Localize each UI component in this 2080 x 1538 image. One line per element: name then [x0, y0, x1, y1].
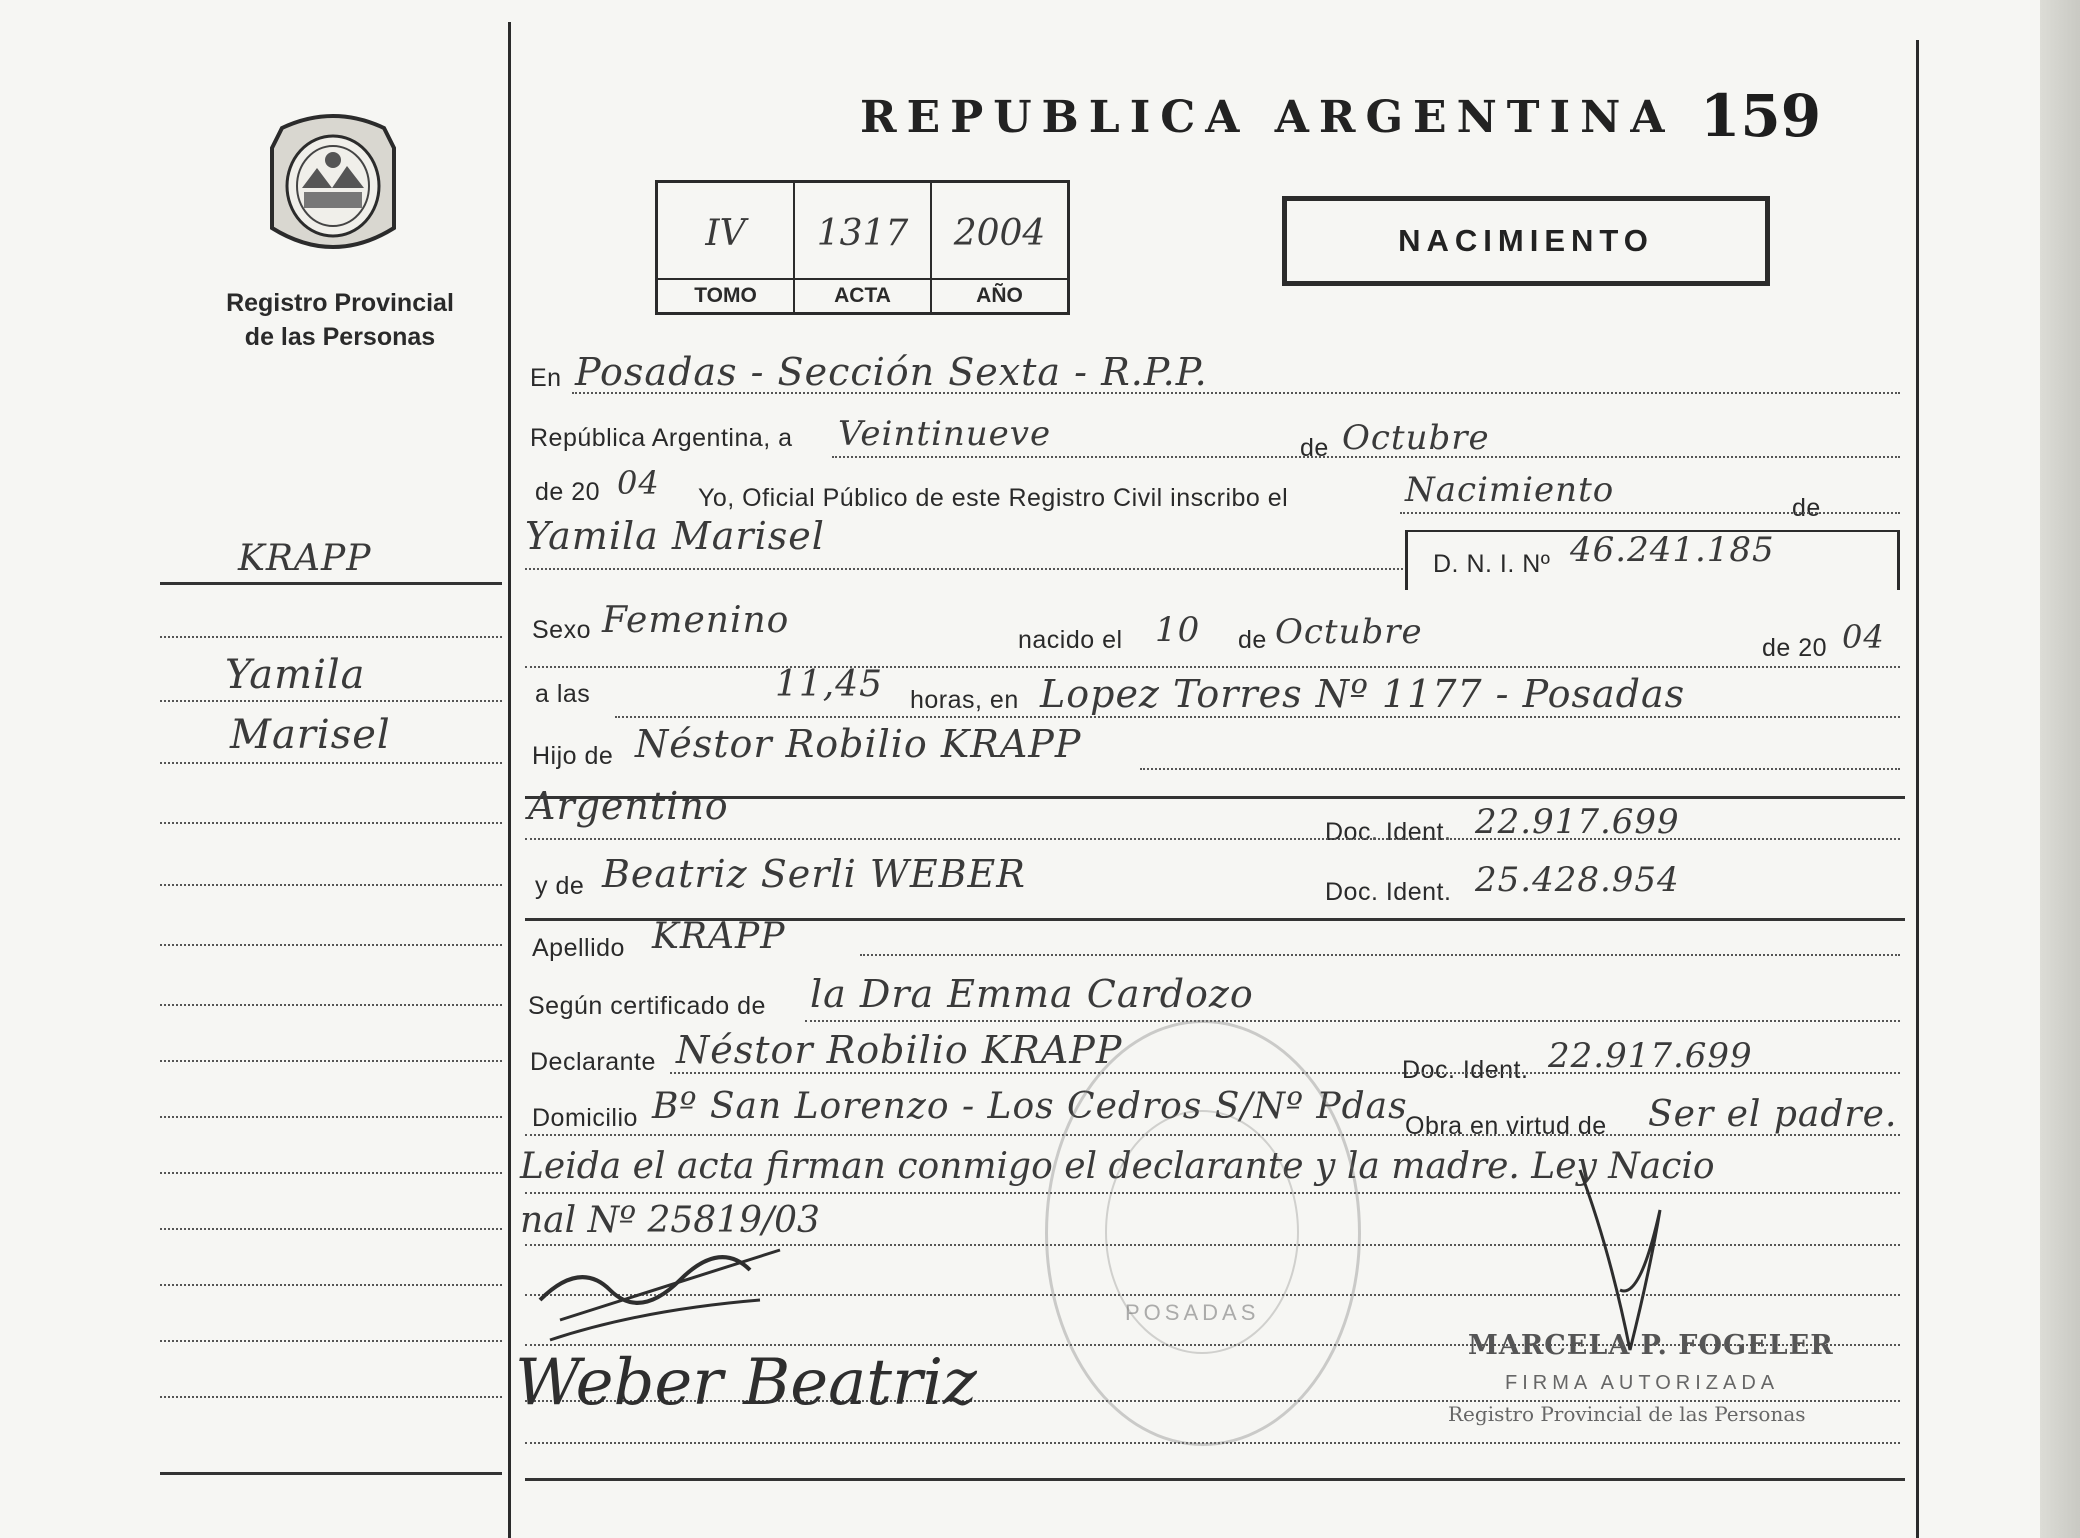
dni-number: 46.241.185: [1570, 530, 1775, 570]
birth-day: 10: [1155, 610, 1201, 650]
label-doc-mother: Doc. Ident.: [1325, 878, 1452, 906]
label-domicilio: Domicilio: [532, 1104, 638, 1132]
margin-rule: [160, 636, 502, 638]
form-rule-solid: [525, 796, 1905, 799]
registry-name: [185, 286, 495, 354]
tomo-label: TOMO: [658, 278, 793, 308]
form-rule: [832, 456, 1900, 458]
right-border: [1916, 40, 1919, 1538]
margin-rule: [160, 1172, 502, 1174]
registry-line2: de las Personas: [244, 323, 436, 351]
stamp-text: POSADAS: [1125, 1300, 1260, 1325]
form-rule: [525, 666, 1900, 668]
form-rule: [1400, 512, 1900, 514]
label-a-las: a las: [535, 680, 591, 708]
label-hijo-de: Hijo de: [532, 742, 614, 770]
reference-table: [655, 180, 1070, 315]
ano-value: 2004: [953, 213, 1046, 254]
notes-line2: nal Nº 25819/03: [520, 1200, 820, 1241]
acta-cell: [795, 183, 932, 312]
label-obra: Obra en virtud de: [1405, 1112, 1607, 1140]
registration-month: Octubre: [1342, 418, 1490, 458]
form-bottom-rule: [525, 1478, 1905, 1481]
father-name: Néstor Robilio KRAPP: [635, 722, 1082, 766]
declarante-name: Néstor Robilio KRAPP: [676, 1028, 1123, 1072]
document-title: REPUBLICA ARGENTINA: [860, 92, 1675, 143]
form-rule: [525, 838, 1900, 840]
birth-place: Lopez Torres Nº 1177 - Posadas: [1040, 672, 1686, 716]
apellido-value: KRAPP: [652, 916, 786, 957]
mother-signature: Weber Beatriz: [515, 1346, 977, 1420]
margin-surname-rule: [160, 582, 502, 585]
label-horas: horas, en: [910, 686, 1019, 714]
mother-name: Beatriz Serli WEBER: [602, 852, 1026, 896]
declarante-signature: [520, 1240, 800, 1350]
officer-role: FIRMA AUTORIZADA: [1505, 1372, 1780, 1394]
obra-value: Ser el padre.: [1648, 1094, 1898, 1135]
margin-divider: [508, 22, 511, 1538]
record-type-box: NACIMIENTO: [1282, 196, 1770, 286]
declarante-doc: 22.917.699: [1548, 1036, 1753, 1076]
margin-surname: KRAPP: [238, 538, 372, 579]
label-doc-father: Doc. Ident.: [1325, 818, 1452, 846]
place-of-registry: Posadas - Sección Sexta - R.P.P.: [575, 350, 1208, 394]
form-rule: [525, 568, 1403, 570]
label-year-prefix: de 20: [535, 478, 601, 506]
certificate-issuer: la Dra Emma Cardozo: [810, 972, 1254, 1016]
margin-rule: [160, 1228, 502, 1230]
birth-year-suffix: 04: [1842, 618, 1885, 656]
tomo-cell: [658, 183, 795, 312]
label-segun: Según certificado de: [528, 992, 766, 1020]
margin-bottom-rule: [160, 1472, 502, 1475]
child-name: Yamila Marisel: [525, 514, 825, 558]
margin-rule: [160, 1060, 502, 1062]
acta-value: 1317: [816, 213, 909, 254]
form-rule: [615, 716, 1900, 718]
margin-rule: [160, 1116, 502, 1118]
birth-month: Octubre: [1275, 612, 1423, 652]
form-rule: [1140, 768, 1900, 770]
officer-name: MARCELA P. FOGELER: [1468, 1330, 1834, 1361]
label-de-after: de: [1792, 494, 1821, 522]
margin-given2: Marisel: [230, 712, 391, 758]
form-rule: [572, 392, 1900, 394]
ano-cell: [932, 183, 1067, 312]
mother-doc: 25.428.954: [1475, 860, 1680, 900]
margin-rule: [160, 884, 502, 886]
notes-line1: Leida el acta firman conmigo el declarante y la madre. Ley Nacio: [520, 1146, 1715, 1187]
birth-time: 11,45: [775, 664, 884, 705]
margin-rule: [160, 1340, 502, 1342]
tomo-value: IV: [705, 213, 746, 254]
label-de-birth-month: de: [1238, 626, 1267, 654]
registration-year-suffix: 04: [617, 464, 660, 502]
registry-line1: Registro Provincial: [226, 289, 454, 317]
label-doc-declarante: Doc. Ident.: [1402, 1056, 1529, 1084]
domicilio-value: Bº San Lorenzo - Los Cedros S/Nº Pdas: [652, 1086, 1408, 1127]
page-number: 159: [1700, 82, 1822, 150]
form-rule: [805, 1020, 1900, 1022]
label-republica: República Argentina, a: [530, 424, 793, 452]
margin-given1: Yamila: [225, 652, 366, 698]
inscription-type: Nacimiento: [1405, 470, 1615, 510]
margin-rule: [160, 762, 502, 764]
ano-label: AÑO: [932, 278, 1067, 308]
label-birth-year-prefix: de 20: [1762, 634, 1828, 662]
form-rule: [860, 954, 1900, 956]
label-nacido: nacido el: [1018, 626, 1123, 654]
father-doc: 22.917.699: [1475, 802, 1680, 842]
label-de-month: de: [1300, 434, 1329, 462]
label-en: En: [530, 364, 562, 392]
margin-rule: [160, 944, 502, 946]
sex-value: Femenino: [602, 600, 790, 641]
officer-registry: Registro Provincial de las Personas: [1448, 1402, 1806, 1426]
acta-label: ACTA: [795, 278, 930, 308]
margin-rule: [160, 1284, 502, 1286]
label-inscribo: Yo, Oficial Público de este Registro Civil inscribo el: [698, 484, 1289, 512]
father-nationality: Argentino: [528, 784, 729, 828]
margin-rule: [160, 822, 502, 824]
margin-rule: [160, 1396, 502, 1398]
label-declarante: Declarante: [530, 1048, 656, 1076]
label-dni: D. N. I. Nº: [1433, 550, 1551, 578]
label-y-de: y de: [535, 872, 585, 900]
margin-rule: [160, 1004, 502, 1006]
label-sexo: Sexo: [532, 616, 591, 644]
provincial-seal-logo: [262, 108, 404, 260]
margin-rule: [160, 700, 502, 702]
label-apellido: Apellido: [532, 934, 625, 962]
day-in-words: Veintinueve: [838, 414, 1052, 454]
page-edge-shadow: [2040, 0, 2080, 1538]
